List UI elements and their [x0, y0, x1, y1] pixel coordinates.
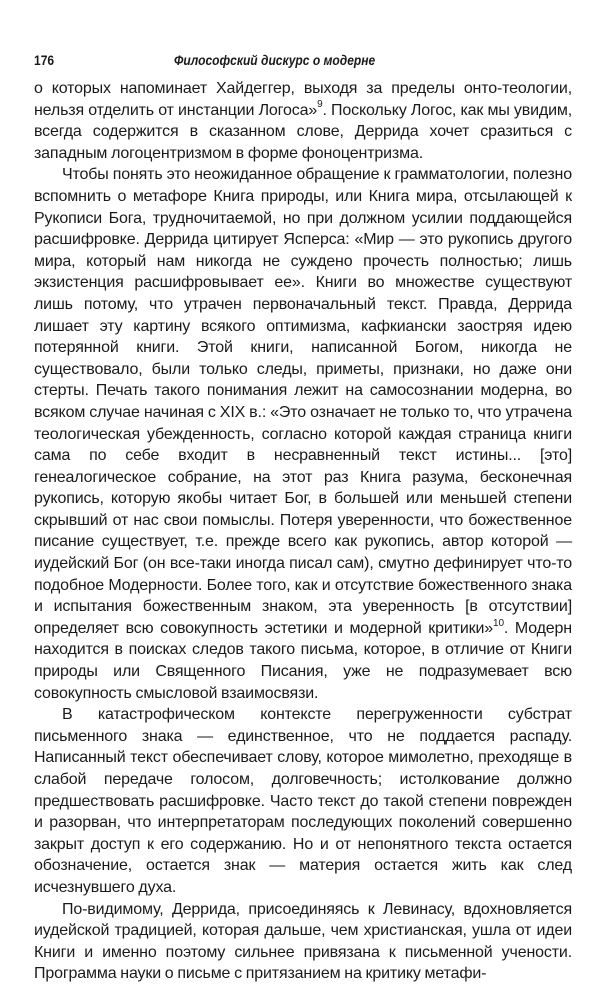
paragraph-text: По-видимому, Деррида, присоединяясь к Левинасу, вдохновляется иудейской традицией, которая дальше, чем христианская, ушла от идеи Книги и именно поэтому сильнее привязана к письменной учености. Программа науки о письме с притязанием на критику метафи- [34, 900, 572, 983]
book-page [34, 50, 572, 985]
body-text [34, 78, 572, 985]
paragraph-3 [34, 704, 572, 898]
paragraph-text: Чтобы понять это неожиданное обращение к грамматологии, полезно вспомнить о метафоре Книга природы, или Книга мира, отсылающей к Рукописи Бога, трудночитаемой, но при должном усилии поддающейся расшифровке. Деррида цитирует Ясперса: «Мир — это рукопись другого мира, который нам никогда не суждено прочесть полностью; лишь экзистенция расшифровывает ее». Книги во множестве существуют лишь потому, что утрачен первоначальный текст. Правда, Деррида лишает эту картину всякого оптимизма, кафкиански заостряя идею потерянной книги. Этой книги, написанной Богом, никогда не существовало, были только следы, приметы, признаки, но даже они стерты. Печать такого понимания лежит на самосознании модерна, во всяком случае начиная с XIX в.: «Это означает не только то, что утрачена теологическая убежденность, согласно которой каждая страница книги сама по себе входит в несравненный текст истины... [это] генеалогическое собрание, на этот раз Книга разума, бесконечная рукопись, которую якобы читает Бог, в большей или меньшей степени скрывший от нас свои помыслы. Потеря уверенности, что божественное писание существует, т.е. прежде всего как рукопись, автор которой — иудейский Бог (он все-таки иногда писал сам), смутно дефинирует что-то подобное Модерности. Более того, как и отсутствие божественного знака и испытания божественным знаком, эта уверенность [в отсутствии] определяет всю совокупность эстетики и модерной критики» [34, 166, 572, 637]
paragraph-text-tail: . Поскольку Логос, как мы увидим, всегда содержится в сказанном слове, Деррида хочет сразиться с западным логоцентризмом в форме фоноцентризма. [34, 101, 572, 162]
paragraph-text: о которых напоминает Хайдеггер, выходя за пределы онто-теологии, нельзя отделить от инстанции Логоса» [34, 80, 572, 119]
footnote-ref: 10 [493, 617, 504, 629]
page-number: 176 [34, 52, 55, 68]
paragraph-text: В катастрофическом контексте перегруженности субстрат письменного знака — единственное, что не поддается распаду. Написанный текст обеспечивает слову, которое мимолетно, преходяще в слабой передаче голосом, долговечность; истолкование должно предшествовать расшифровке. Часто текст до такой степени поврежден и разорван, что интерпретаторам последующих поколений совершенно закрыт доступ к его содержанию. Но и от непонятного текста остается обозначение, остается знак — материя остается жить как след исчезнувшего духа. [34, 706, 572, 896]
paragraph-2 [34, 164, 572, 704]
running-title: Философский дискурс о модерне [174, 52, 376, 68]
footnote-ref: 9 [317, 99, 323, 111]
paragraph-4 [34, 899, 572, 985]
running-head [34, 50, 572, 78]
paragraph-1 [34, 78, 572, 164]
paragraph-text-tail: . Модерн находится в поисках следов такого письма, которое, в отличие от Книги природы или Священного Писания, уже не подразумевает всю совокупность смысловой взаимосвязи. [34, 619, 572, 702]
